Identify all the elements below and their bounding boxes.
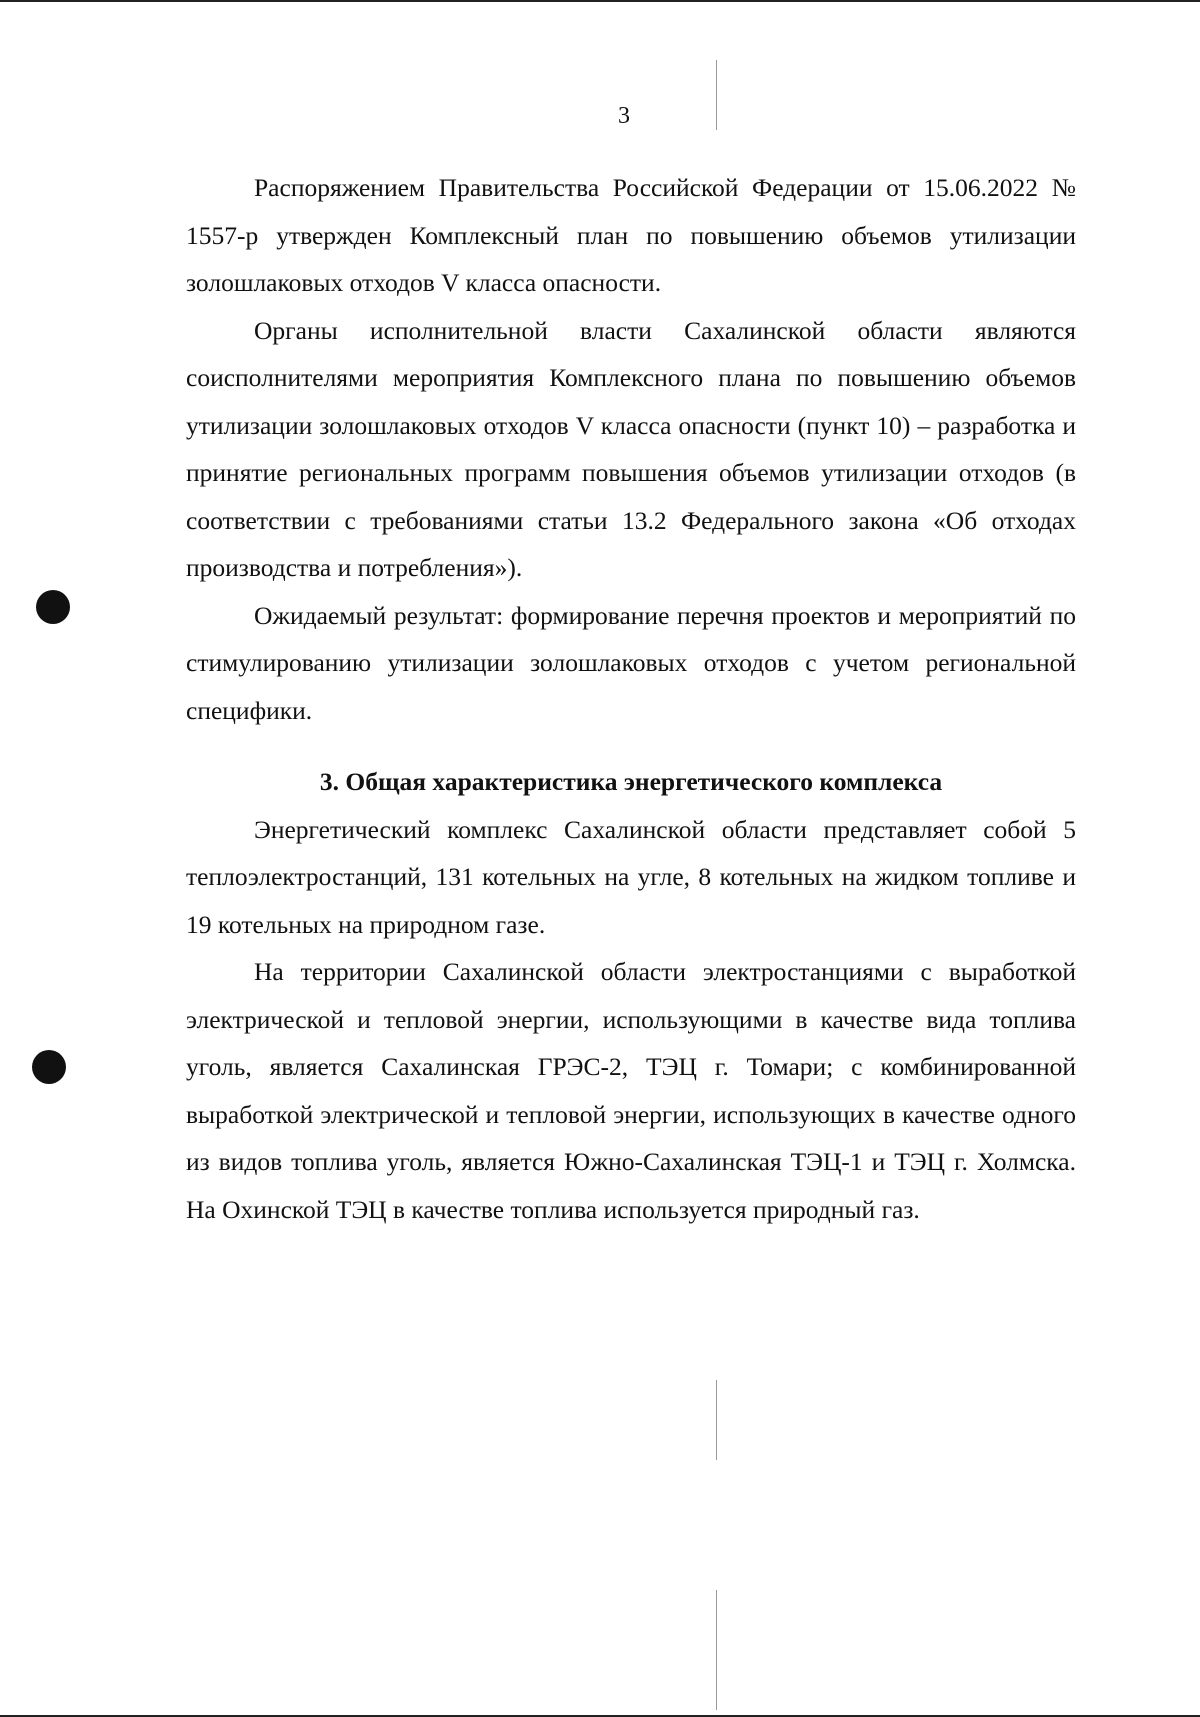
paragraph-power-stations: На территории Сахалинской области электростанциями с выработкой электрической и тепловой энергии, использующими в качестве вида топлива уголь, является Сахалинская ГРЭС-2, ТЭЦ г. Томари; с комбинированной выработкой электрической и тепловой энергии, использующих в качестве одного из видов топлива уголь, является Южно-Сахалинская ТЭЦ-1 и ТЭЦ г. Холмска. На Охинской ТЭЦ в качестве топлива используется природный газ. bbox=[186, 957, 1076, 1224]
paragraph-decree: Распоряжением Правительства Российской Федерации от 15.06.2022 № 1557-р утвержден Комплексный план по повышению объемов утилизации золошлаковых отходов V класса опасности. bbox=[186, 173, 1076, 297]
paragraph-energy-complex: Энергетический комплекс Сахалинской области представляет собой 5 теплоэлектростанций, 131 котельных на угле, 8 котельных на жидком топливе и 19 котельных на природном газе. bbox=[186, 814, 1076, 939]
document-body bbox=[186, 164, 1076, 1233]
paragraph-executive-bodies: Органы исполнительной власти Сахалинской области являются соисполнителями мероприятия Комплексного плана по повышению объемов утилизации золошлаковых отходов V класса опасности (пункт 10) – разработка и принятие региональных программ повышения объемов утилизации отходов (в соответствии с требованиями статьи 13.2 Федерального закона «Об отходах производства и потребления»). bbox=[186, 315, 1076, 582]
scan-fold-line bbox=[716, 1380, 717, 1460]
scan-top-edge bbox=[0, 0, 1200, 2]
punch-hole-mark bbox=[36, 590, 70, 624]
page-number: 3 bbox=[618, 103, 630, 129]
scan-fold-line bbox=[716, 60, 717, 130]
punch-hole-mark bbox=[32, 1050, 66, 1084]
scan-fold-line bbox=[716, 1590, 717, 1710]
paragraph-expected-result: Ожидаемый результат: формирование перечня проектов и мероприятий по стимулированию утилизации золошлаковых отходов с учетом региональной специфики. bbox=[186, 600, 1076, 725]
section-heading: 3. Общая характеристика энергетического комплекса bbox=[319, 767, 943, 796]
